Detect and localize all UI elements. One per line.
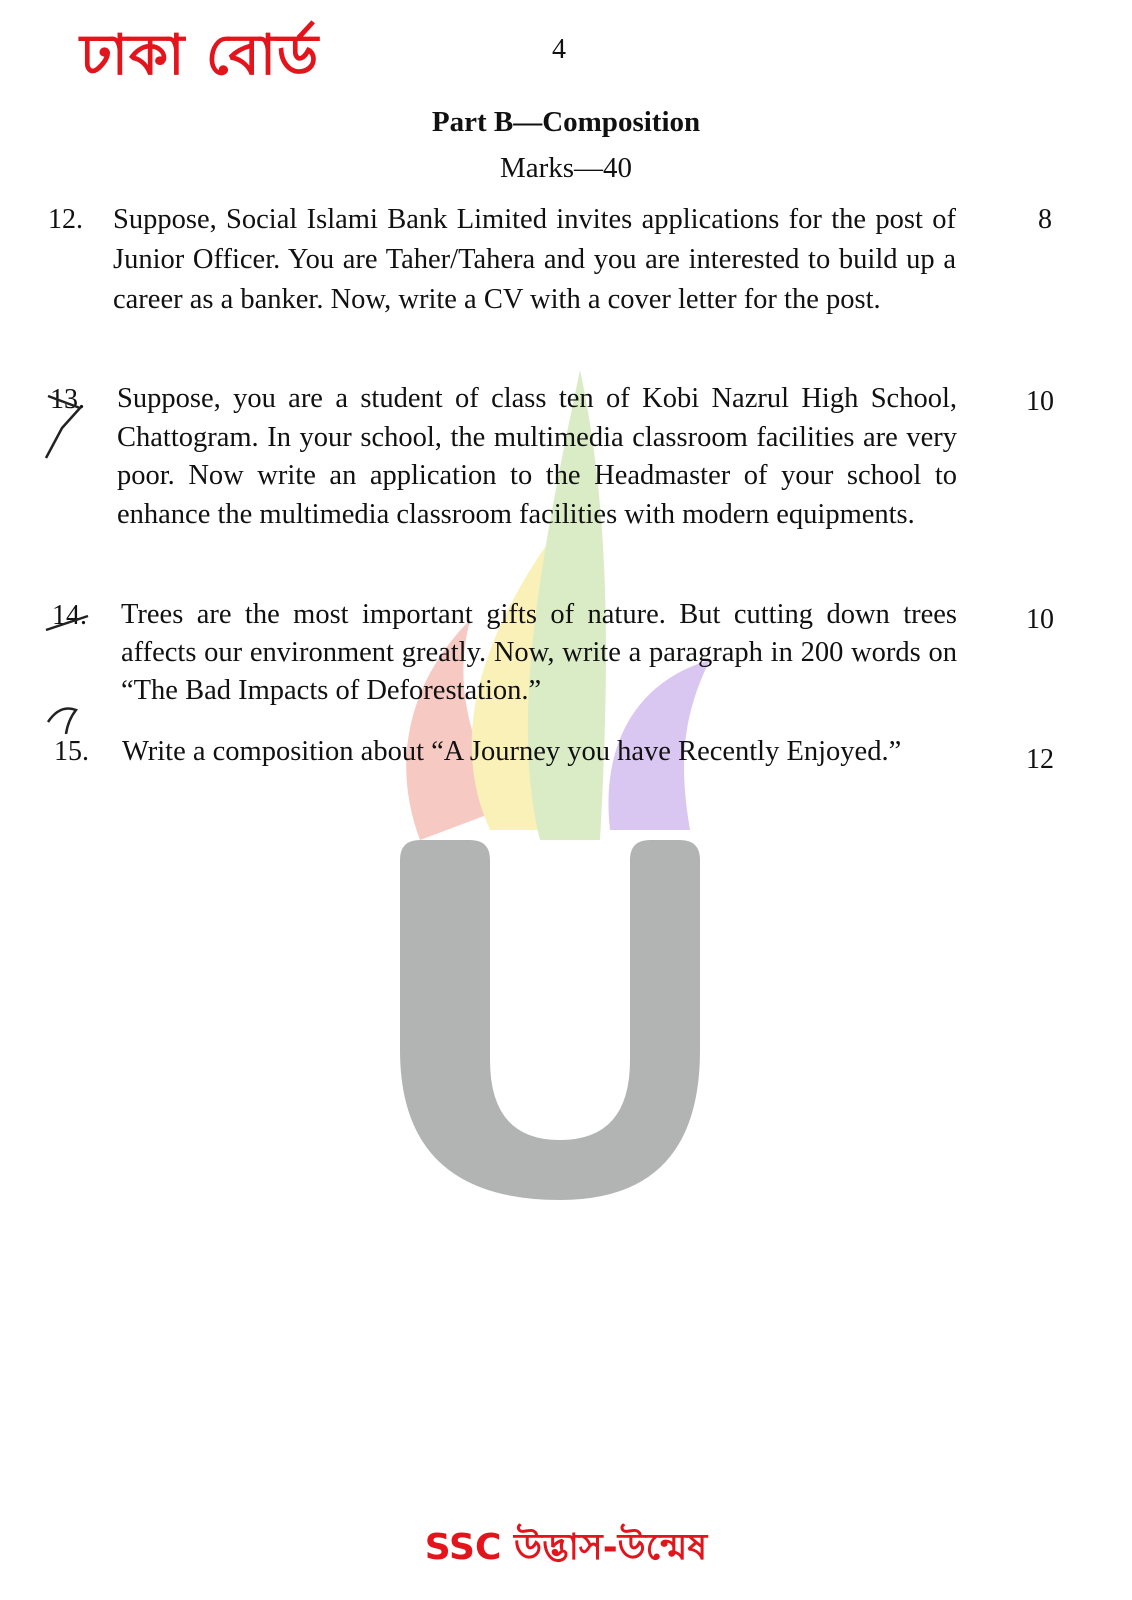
handwritten-strike-icon bbox=[40, 606, 100, 646]
question-number: 15. bbox=[54, 736, 89, 767]
question-marks: 10 bbox=[1026, 386, 1054, 417]
board-label: ঢাকা বোর্ড bbox=[80, 23, 320, 88]
part-title: Part B—Composition bbox=[431, 106, 701, 138]
question-marks: 8 bbox=[1038, 204, 1052, 235]
question-number: 14. bbox=[52, 600, 87, 631]
question-text: Suppose, Social Islami Bank Limited invites applications for the post of Junior Officer. You are Taher/Tahera and you are interested to build up a career as a banker. Now, write a CV with a cover letter for the post. bbox=[113, 204, 956, 315]
question-number: 12. bbox=[48, 204, 83, 235]
question-marks: 10 bbox=[1026, 604, 1054, 635]
handwritten-tick-icon bbox=[40, 388, 100, 468]
question-marks: 12 bbox=[1026, 744, 1054, 775]
footer-brand: SSC উদ্ভাস-উন্মেষ bbox=[424, 1527, 708, 1568]
question-number: 13. bbox=[50, 384, 85, 415]
handwritten-mark-icon bbox=[40, 700, 90, 740]
question-text: Write a composition about “A Journey you have Recently Enjoyed.” bbox=[122, 736, 902, 767]
question-text: Trees are the most important gifts of nature. But cutting down trees affects our environment greatly. Now, write a paragraph in 200 words on “The Bad Impacts of Deforestation.” bbox=[121, 599, 957, 706]
question-text: Suppose, you are a student of class ten of Kobi Nazrul High School, Chattogram. In your school, the multimedia classroom facilities are very poor. Now write an application to the Headmaster of your school to enhance the multimedia classroom facilities with modern equipments. bbox=[117, 383, 957, 530]
page-number: 4 bbox=[552, 34, 566, 65]
total-marks: Marks—40 bbox=[499, 152, 633, 184]
